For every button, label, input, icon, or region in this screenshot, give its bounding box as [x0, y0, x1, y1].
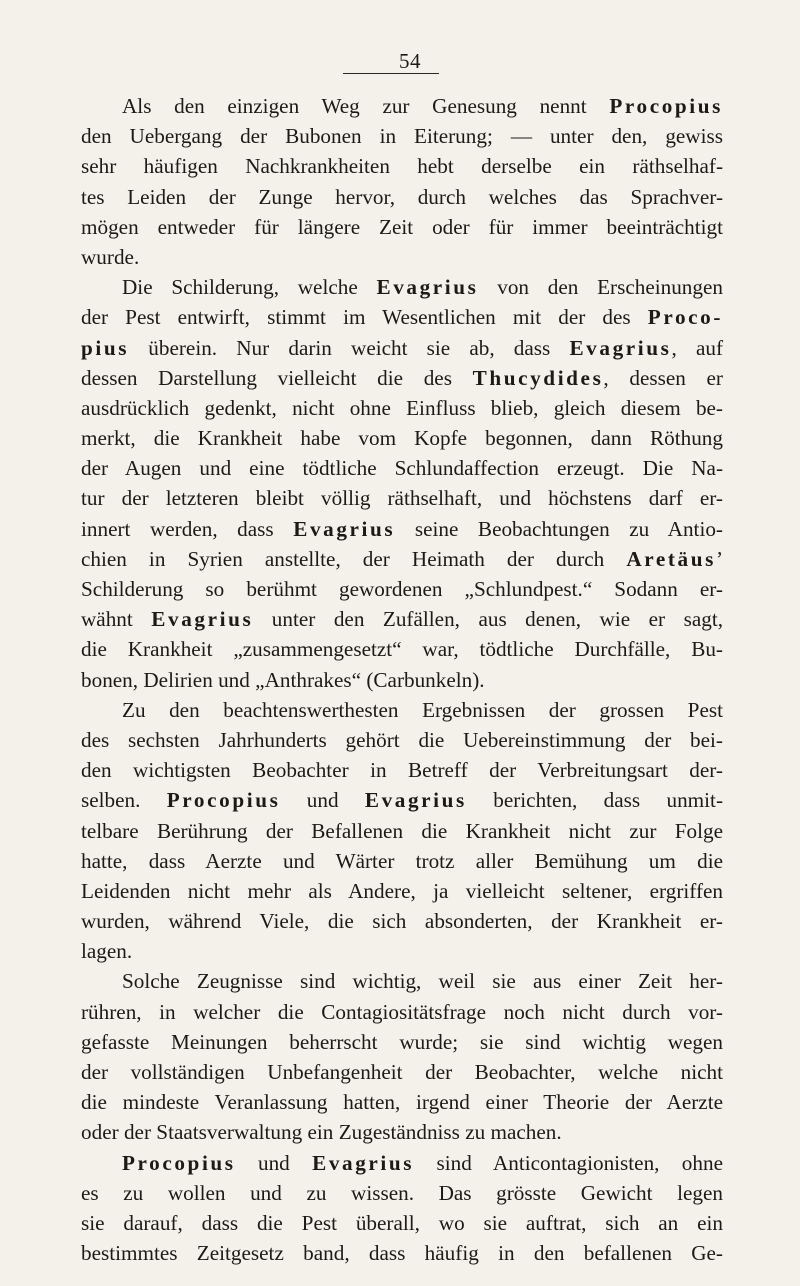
text-line	[81, 816, 723, 846]
text-run: Zu den beachtenswerthesten Ergebnissen der grossen Pest	[122, 697, 723, 722]
text-run: ’	[715, 546, 723, 571]
text-run: chien in Syrien anstellte, der Heimath der durch	[81, 546, 627, 571]
text-run: lagen.	[81, 939, 133, 964]
text-line	[81, 363, 723, 393]
text-run: und	[280, 788, 365, 813]
text-run: seine Beobachtungen zu Antio-	[395, 516, 723, 541]
spaced-name: Procopius	[122, 1150, 236, 1175]
text-run: telbare Berührung der Befallenen die Krankheit nicht zur Folge	[81, 818, 723, 843]
text-run: , auf	[671, 335, 724, 360]
text-line	[81, 936, 723, 966]
paragraph	[81, 966, 723, 1147]
text-run: Schilderung so berühmt gewordenen „Schlundpest.“ Sodann er-	[81, 577, 723, 601]
text-run: dessen Darstellung vielleicht die des	[81, 365, 473, 390]
text-line	[81, 423, 723, 453]
text-run: den Uebergang der Bubonen in Eiterung; — unter den, gewiss	[81, 124, 723, 149]
text-run: wurde.	[81, 244, 140, 269]
text-line	[81, 1057, 723, 1087]
page-number: 54	[399, 49, 421, 73]
text-line	[81, 1238, 723, 1268]
spaced-name: Proco-	[647, 305, 723, 330]
text-line	[81, 1178, 723, 1208]
text-run: den wichtigsten Beobachter in Betreff der Verbreitungsart der-	[81, 758, 723, 783]
text-run: mögen entweder für längere Zeit oder für immer beeinträchtigt	[81, 214, 723, 239]
paragraph	[81, 272, 723, 695]
spaced-name: Evagrius	[151, 607, 254, 632]
spaced-name: pius	[81, 335, 130, 360]
text-line	[81, 212, 723, 242]
text-line	[81, 1208, 723, 1238]
text-line	[81, 604, 723, 634]
body-text	[81, 91, 723, 1268]
text-line	[81, 151, 723, 181]
text-run: sie darauf, dass die Pest überall, wo sie auftrat, sich an ein	[81, 1210, 723, 1235]
text-line	[81, 634, 723, 664]
text-run: , dessen er	[603, 365, 723, 390]
paragraph	[81, 1148, 723, 1269]
spaced-name: Thucydides	[472, 365, 604, 390]
text-line	[81, 272, 723, 302]
spaced-name: Aretäus	[626, 546, 716, 571]
text-run: der vollständigen Unbefangenheit der Beobachter, welche nicht	[81, 1060, 723, 1084]
text-run: bonen, Delirien und „Anthrakes“ (Carbunkeln).	[81, 667, 485, 692]
text-line	[81, 182, 723, 212]
spaced-name: Procopius	[609, 94, 723, 118]
text-run: Solche Zeugnisse sind wichtig, weil sie aus einer Zeit her-	[122, 969, 723, 994]
text-run: innert werden, dass	[81, 516, 294, 541]
text-run: Als den einzigen Weg zur Genesung nennt	[122, 94, 610, 118]
text-line	[81, 876, 723, 906]
text-run: und	[235, 1150, 313, 1175]
text-line	[81, 966, 723, 996]
text-line	[81, 906, 723, 936]
text-run: rühren, in welcher die Contagiositätsfrage noch nicht durch vor-	[81, 999, 723, 1024]
text-line	[81, 755, 723, 785]
text-line	[81, 665, 723, 695]
text-run: bestimmtes Zeitgesetz band, dass häufig in den befallenen Ge-	[81, 1241, 723, 1266]
spaced-name: Evagrius	[569, 335, 672, 360]
text-run: wurden, während Viele, die sich absonderten, der Krankheit er-	[81, 909, 723, 934]
text-run: merkt, die Krankheit habe vom Kopfe begonnen, dann Röthung	[81, 426, 723, 451]
text-line	[81, 1117, 723, 1147]
text-run: von den Erscheinungen	[478, 275, 723, 300]
text-run: ausdrücklich gedenkt, nicht ohne Einfluss blieb, gleich diesem be-	[81, 395, 723, 420]
text-line	[81, 544, 723, 574]
text-line	[81, 302, 723, 332]
text-run: tur der letzteren bleibt völlig räthselhaft, und höchstens darf er-	[81, 486, 723, 511]
text-line	[81, 514, 723, 544]
text-line	[81, 785, 723, 815]
text-run: oder der Staatsverwaltung ein Zugeständniss zu machen.	[81, 1120, 562, 1145]
text-run: es zu wollen und zu wissen. Das grösste Gewicht legen	[81, 1180, 723, 1205]
text-run: sehr häufigen Nachkrankheiten hebt derselbe ein räthselhaf-	[81, 154, 723, 179]
text-run: sind Anticontagionisten, ohne	[414, 1150, 723, 1175]
text-run: berichten, dass unmit-	[466, 788, 723, 813]
text-run: hatte, dass Aerzte und Wärter trotz aller Bemühung um die	[81, 848, 723, 873]
page-number-rule	[343, 73, 439, 74]
spaced-name: Evagrius	[312, 1150, 415, 1175]
text-line	[81, 393, 723, 423]
text-line	[81, 1027, 723, 1057]
text-run: die Krankheit „zusammengesetzt“ war, tödtliche Durchfälle, Bu-	[81, 637, 723, 662]
text-line	[81, 695, 723, 725]
text-line	[81, 1087, 723, 1117]
spaced-name: Evagrius	[376, 275, 479, 300]
text-run: selben.	[81, 788, 167, 813]
text-line	[81, 121, 723, 151]
text-run: der Augen und eine tödtliche Schlundaffection erzeugt. Die Na-	[81, 456, 723, 481]
text-line	[81, 483, 723, 513]
text-line	[81, 846, 723, 876]
spaced-name: Evagrius	[293, 516, 396, 541]
text-line	[81, 574, 723, 604]
text-line	[81, 997, 723, 1027]
text-line	[81, 453, 723, 483]
text-run: tes Leiden der Zunge hervor, durch welches das Sprachver-	[81, 184, 723, 209]
paragraph	[81, 695, 723, 967]
text-line	[81, 91, 723, 121]
spaced-name: Procopius	[166, 788, 281, 813]
text-run: gefasste Meinungen beherrscht wurde; sie sind wichtig wegen	[81, 1029, 723, 1054]
text-run: Die Schilderung, welche	[122, 275, 377, 300]
text-line	[81, 725, 723, 755]
text-line	[81, 333, 723, 363]
text-run: unter den Zufällen, aus denen, wie er sagt,	[253, 607, 723, 632]
text-run: des sechsten Jahrhunderts gehört die Uebereinstimmung der bei-	[81, 727, 723, 752]
paragraph	[81, 91, 723, 272]
spaced-name: Evagrius	[364, 788, 467, 813]
text-run: Leidenden nicht mehr als Andere, ja vielleicht seltener, ergriffen	[81, 878, 723, 903]
text-line	[81, 242, 723, 272]
text-run: die mindeste Veranlassung hatten, irgend einer Theorie der Aerzte	[81, 1090, 723, 1115]
text-line	[81, 1148, 723, 1178]
text-run: überein. Nur darin weicht sie ab, dass	[129, 335, 570, 360]
text-run: der Pest entwirft, stimmt im Wesentlichen mit der des	[81, 305, 648, 330]
text-run: wähnt	[81, 607, 152, 632]
